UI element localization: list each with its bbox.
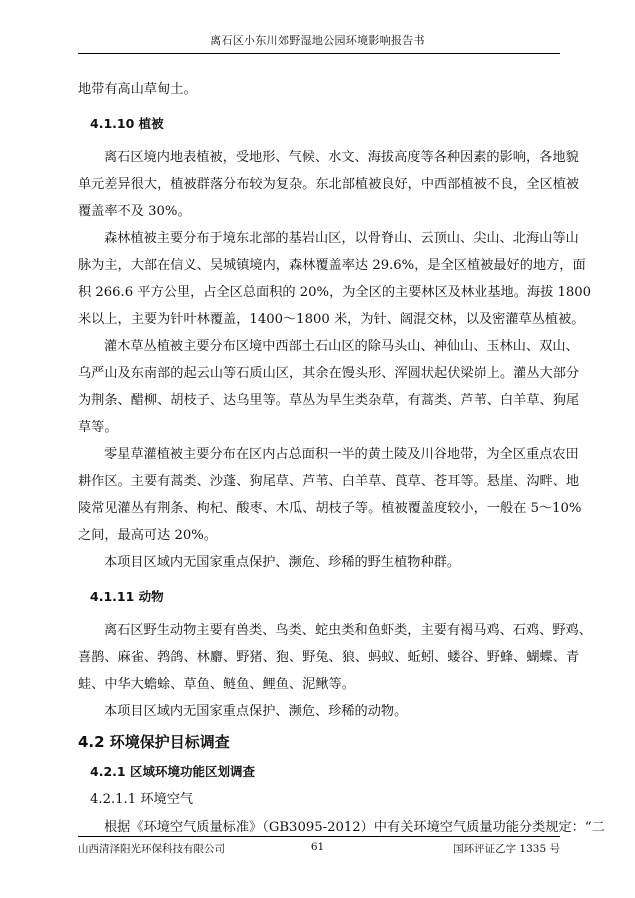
paragraph-line: 离石区野生动物主要有兽类、鸟类、蛇虫类和鱼虾类，主要有褐马鸡、石鸡、野鸡、	[104, 623, 592, 638]
paragraph-line: 森林植被主要分布于境东北部的基岩山区，以骨脊山、云顶山、尖山、北海山等山	[104, 231, 579, 246]
footer-certificate: 国环评证乙字 1335 号	[453, 843, 560, 855]
paragraph-line: 陵常见灌丛有荆条、枸杞、酸枣、木瓜、胡枝子等。植被覆盖度较小，一般在 5～10%	[78, 501, 582, 516]
paragraph-line: 脉为主，大部在信义、吴城镇境内，森林覆盖率达 29.6%，是全区植被最好的地方，面	[78, 258, 586, 273]
paragraph-line: 耕作区。主要有蒿类、沙蓬、狗尾草、芦苇、白羊草、莨草、苍耳等。悬崖、沟畔、地	[78, 474, 580, 489]
paragraph-line: 离石区境内地表植被，受地形、气候、水文、海拔高度等各种因素的影响，各地貌	[104, 150, 579, 165]
paragraph-line: 乌严山及东南部的起云山等石质山区，其余在馒头形、浑圆状起伏梁峁上。灌丛大部分	[78, 366, 580, 381]
page-header-title: 离石区小东川郊野湿地公园环境影响报告书	[210, 34, 425, 47]
paragraph-line: 喜鹊、麻雀、鹁鸽、林麝、野猪、狍、野兔、狼、蚂蚁、蚯蚓、蝼谷、野蜂、蝴蝶、青	[78, 650, 580, 665]
header-divider	[78, 53, 560, 54]
footer-divider	[78, 836, 560, 837]
paragraph-line: 灌木草丛植被主要分布区境中西部土石山区的除马头山、神仙山、玉林山、双山、	[104, 339, 579, 354]
paragraph-line: 蛙、中华大蟾蜍、草鱼、鲢鱼、鲤鱼、泥鳅等。	[78, 677, 355, 692]
section-heading-4-2: 4.2 环境保护目标调查	[78, 733, 230, 751]
paragraph-line: 之间，最高可达 20%。	[78, 528, 218, 543]
paragraph-line: 积 266.6 平方公里，占全区总面积的 20%，为全区的主要林区及林业基地。海拔 1800	[78, 285, 592, 300]
paragraph-line: 本项目区域内无国家重点保护、濒危、珍稀的动物。	[104, 704, 408, 719]
paragraph-line: 米以上，主要为针叶林覆盖，1400～1800 米，为针、阔混交林，以及密灌草丛植被。	[78, 312, 585, 327]
paragraph-line: 根据《环境空气质量标准》（GB3095-2012）中有关环境空气质量功能分类规定：“二	[104, 820, 605, 835]
footer-page-number: 61	[310, 841, 325, 853]
footer-company: 山西清泽阳光环保科技有限公司	[78, 843, 225, 855]
section-heading-4-2-1-1: 4.2.1.1 环境空气	[90, 792, 194, 807]
paragraph-line: 零星草灌植被主要分布在区内占总面积一半的黄土陵及川谷地带，为全区重点农田	[104, 447, 579, 462]
paragraph-line: 覆盖率不及 30%。	[78, 204, 191, 219]
paragraph-line: 单元差异很大，植被群落分布较为复杂。东北部植被良好，中西部植被不良，全区植被	[78, 177, 580, 192]
paragraph-line: 为荆条、醋柳、胡枝子、达乌里等。草丛为旱生类杂草，有蒿类、芦苇、白羊草、狗尾	[78, 393, 580, 408]
section-heading-4-1-10: 4.1.10 植被	[90, 116, 164, 131]
paragraph-line: 草等。	[78, 420, 118, 435]
paragraph-line: 本项目区域内无国家重点保护、濒危、珍稀的野生植物种群。	[104, 555, 461, 570]
section-heading-4-2-1: 4.2.1 区域环境功能区划调查	[90, 764, 255, 779]
section-heading-4-1-11: 4.1.11 动物	[90, 589, 164, 604]
paragraph-line: 地带有高山草甸土。	[78, 82, 197, 97]
